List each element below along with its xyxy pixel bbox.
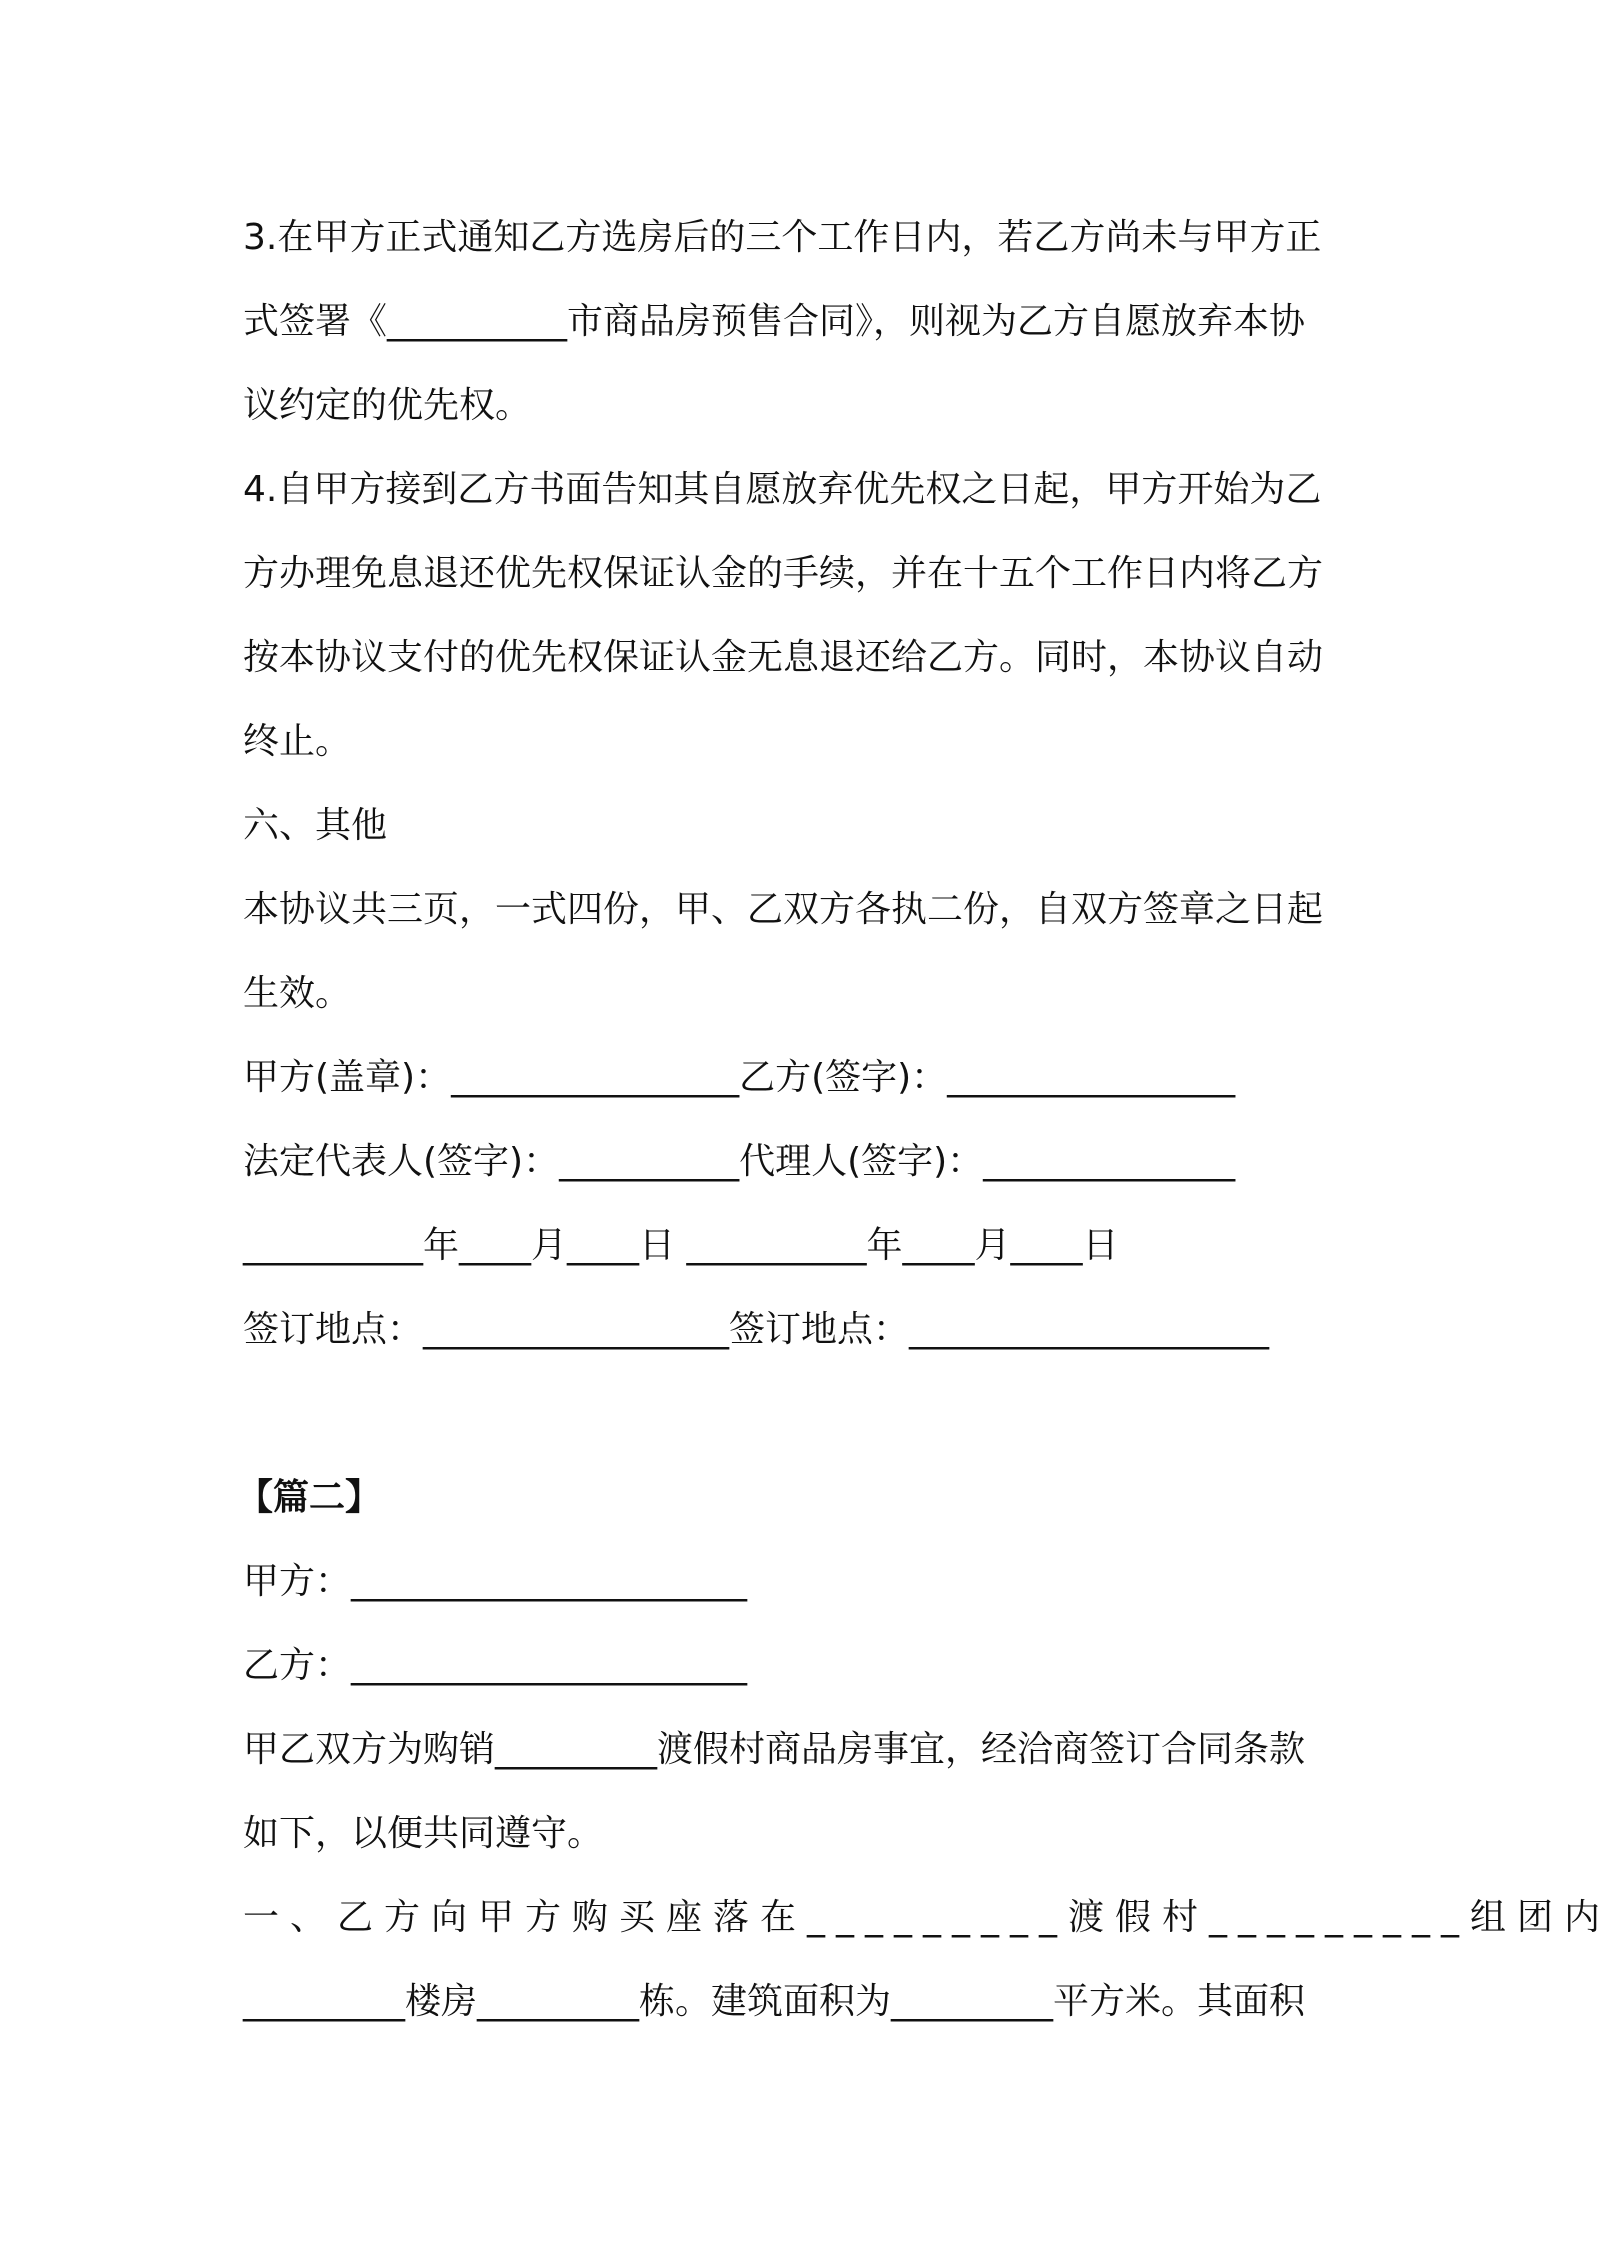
section-spacer [243, 1372, 1353, 1456]
paragraph-line: 终止。 [243, 721, 352, 762]
party-a-line: 甲方：______________________ [243, 1561, 748, 1602]
paragraph-line: 3.在甲方正式通知乙方选房后的三个工作日内，若乙方尚未与甲方正 [243, 217, 1322, 258]
paragraph-line: 甲乙双方为购销_________渡假村商品房事宜，经洽商签订合同条款 [243, 1729, 1306, 1770]
paragraph-line: 方办理免息退还优先权保证认金的手续，并在十五个工作日内将乙方 [243, 553, 1324, 594]
paragraph-line: 本协议共三页，一式四份，甲、乙双方各执二份，自双方签章之日起 [243, 889, 1324, 930]
part-two-heading: 【篇二】 [237, 1477, 382, 1518]
signature-line-representative: 法定代表人(签字)：__________代理人(签字)：______________ [243, 1141, 1236, 1182]
paragraph-line: 生效。 [243, 973, 352, 1014]
paragraph-line: 4.自甲方接到乙方书面告知其自愿放弃优先权之日起，甲方开始为乙 [243, 469, 1322, 510]
document-page [237, 196, 1611, 2044]
section-heading: 六、其他 [243, 805, 388, 846]
paragraph-line: 一、乙方向甲方购买座落在_________渡假村_________组团内 [243, 1897, 1611, 1938]
paragraph-line: 如下，以便共同遵守。 [243, 1813, 604, 1854]
signature-line-date: __________年____月____日 __________年____月____日 [243, 1225, 1119, 1266]
paragraph-line: 按本协议支付的优先权保证认金无息退还给乙方。同时，本协议自动 [243, 637, 1324, 678]
signature-line-location: 签订地点：_________________签订地点：____________________ [243, 1309, 1270, 1350]
signature-line-party: 甲方(盖章)：________________乙方(签字)：________________ [243, 1057, 1236, 1098]
party-b-line: 乙方：______________________ [243, 1645, 748, 1686]
paragraph-line: _________楼房_________栋。建筑面积为_________平方米。其面积 [243, 1981, 1306, 2022]
paragraph-line: 式签署《__________市商品房预售合同》，则视为乙方自愿放弃本协 [243, 301, 1306, 342]
paragraph-line: 议约定的优先权。 [243, 385, 532, 426]
